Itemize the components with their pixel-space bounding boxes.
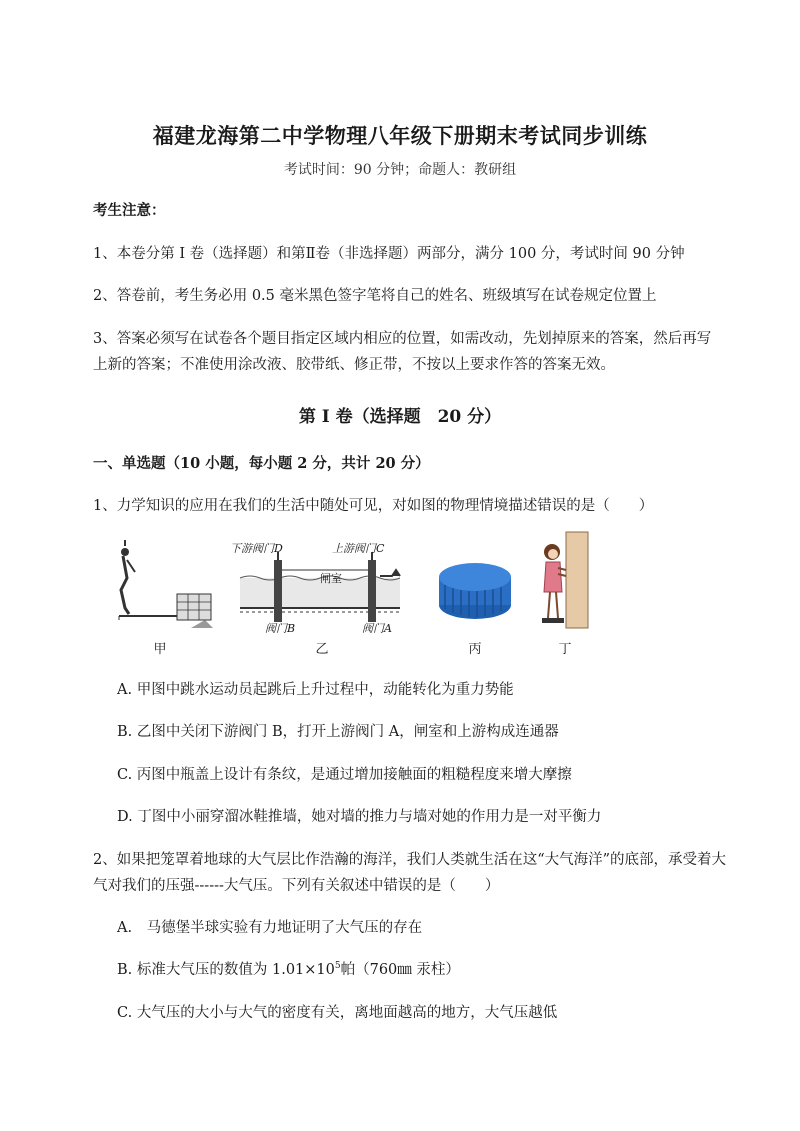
question-1-option-d: D. 丁图中小丽穿溜冰鞋推墙，她对墙的推力与墙对她的作用力是一对平衡力 — [117, 809, 602, 825]
girl-pushing-wall-illustration — [532, 530, 592, 635]
notice-item-1: 1、本卷分第 I 卷（选择题）和第Ⅱ卷（非选择题）两部分，满分 100 分，考试时间 90 分钟 — [93, 246, 685, 262]
question-1-stem: 1、力学知识的应用在我们的生活中随处可见，对如图的物理情境描述错误的是（ ） — [93, 498, 654, 514]
figure-caption-bing: 丙 — [468, 642, 482, 657]
notice-item-3: 3、答案必须写在试卷各个题目指定区域内相应的位置，如需改动，先划掉原来的答案，然后再写上新的答案；不准使用涂改液、胶带纸、修正带，不按以上要求作答的答案无效。 — [93, 331, 712, 373]
question-2-stem-line-2: 气对我们的压强------大气压。下列有关叙述中错误的是（ ） — [93, 878, 500, 894]
option-b-text: B. 标准大气压的数值为 1.01×10 — [117, 962, 335, 978]
label-downstream-valve: 下游阀门D — [230, 542, 283, 555]
figure-caption-ding: 丁 — [558, 642, 572, 657]
section-title: 第 I 卷（选择题 20 分） — [298, 407, 502, 427]
question-2-option-a: A. 马德堡半球实验有力地证明了大气压的存在 — [117, 920, 423, 936]
question-1-option-b: B. 乙图中关闭下游阀门 B，打开上游阀门 A，闸室和上游构成连通器 — [117, 724, 559, 740]
label-lock-chamber: 闸室 — [320, 572, 342, 585]
exam-title: 福建龙海第二中学物理八年级下册期末考试同步训练 — [152, 123, 648, 148]
notice-item-2: 2、答卷前，考生务必用 0.5 毫米黑色签字笔将自己的姓名、班级填写在试卷规定位置上 — [93, 288, 657, 304]
question-2-stem-line-1: 2、如果把笼罩着地球的大气层比作浩瀚的海洋，我们人类就生活在这“大气海洋”的底部，承受着大 — [93, 852, 727, 868]
exam-subtitle: 考试时间：90 分钟；命题人：教研组 — [283, 162, 517, 178]
figure-caption-yi: 乙 — [315, 642, 329, 657]
option-b-unit: 帕（760㎜ 汞柱） — [340, 962, 460, 978]
question-1-option-c: C. 丙图中瓶盖上设计有条纹，是通过增加接触面的粗糙程度来增大摩擦 — [117, 767, 572, 783]
notice-heading: 考生注意： — [93, 202, 166, 219]
part-heading: 一、单选题（10 小题，每小题 2 分，共计 20 分） — [93, 455, 430, 472]
label-valve-a: 阀门A — [362, 622, 392, 635]
label-valve-b: 阀门B — [265, 622, 296, 635]
option-b-exponent: 5 — [334, 961, 341, 972]
figure-caption-jia: 甲 — [153, 642, 167, 657]
question-2-option-c: C. 大气压的大小与大气的密度有关，离地面越高的地方，大气压越低 — [117, 1005, 558, 1021]
question-1-option-a: A. 甲图中跳水运动员起跳后上升过程中，动能转化为重力势能 — [117, 682, 514, 698]
bottle-cap-illustration — [435, 555, 515, 625]
label-upstream-valve: 上游阀门C — [332, 542, 385, 555]
diver-illustration — [105, 530, 215, 630]
question-2-option-b — [117, 957, 460, 983]
question-1-figure — [100, 530, 720, 660]
